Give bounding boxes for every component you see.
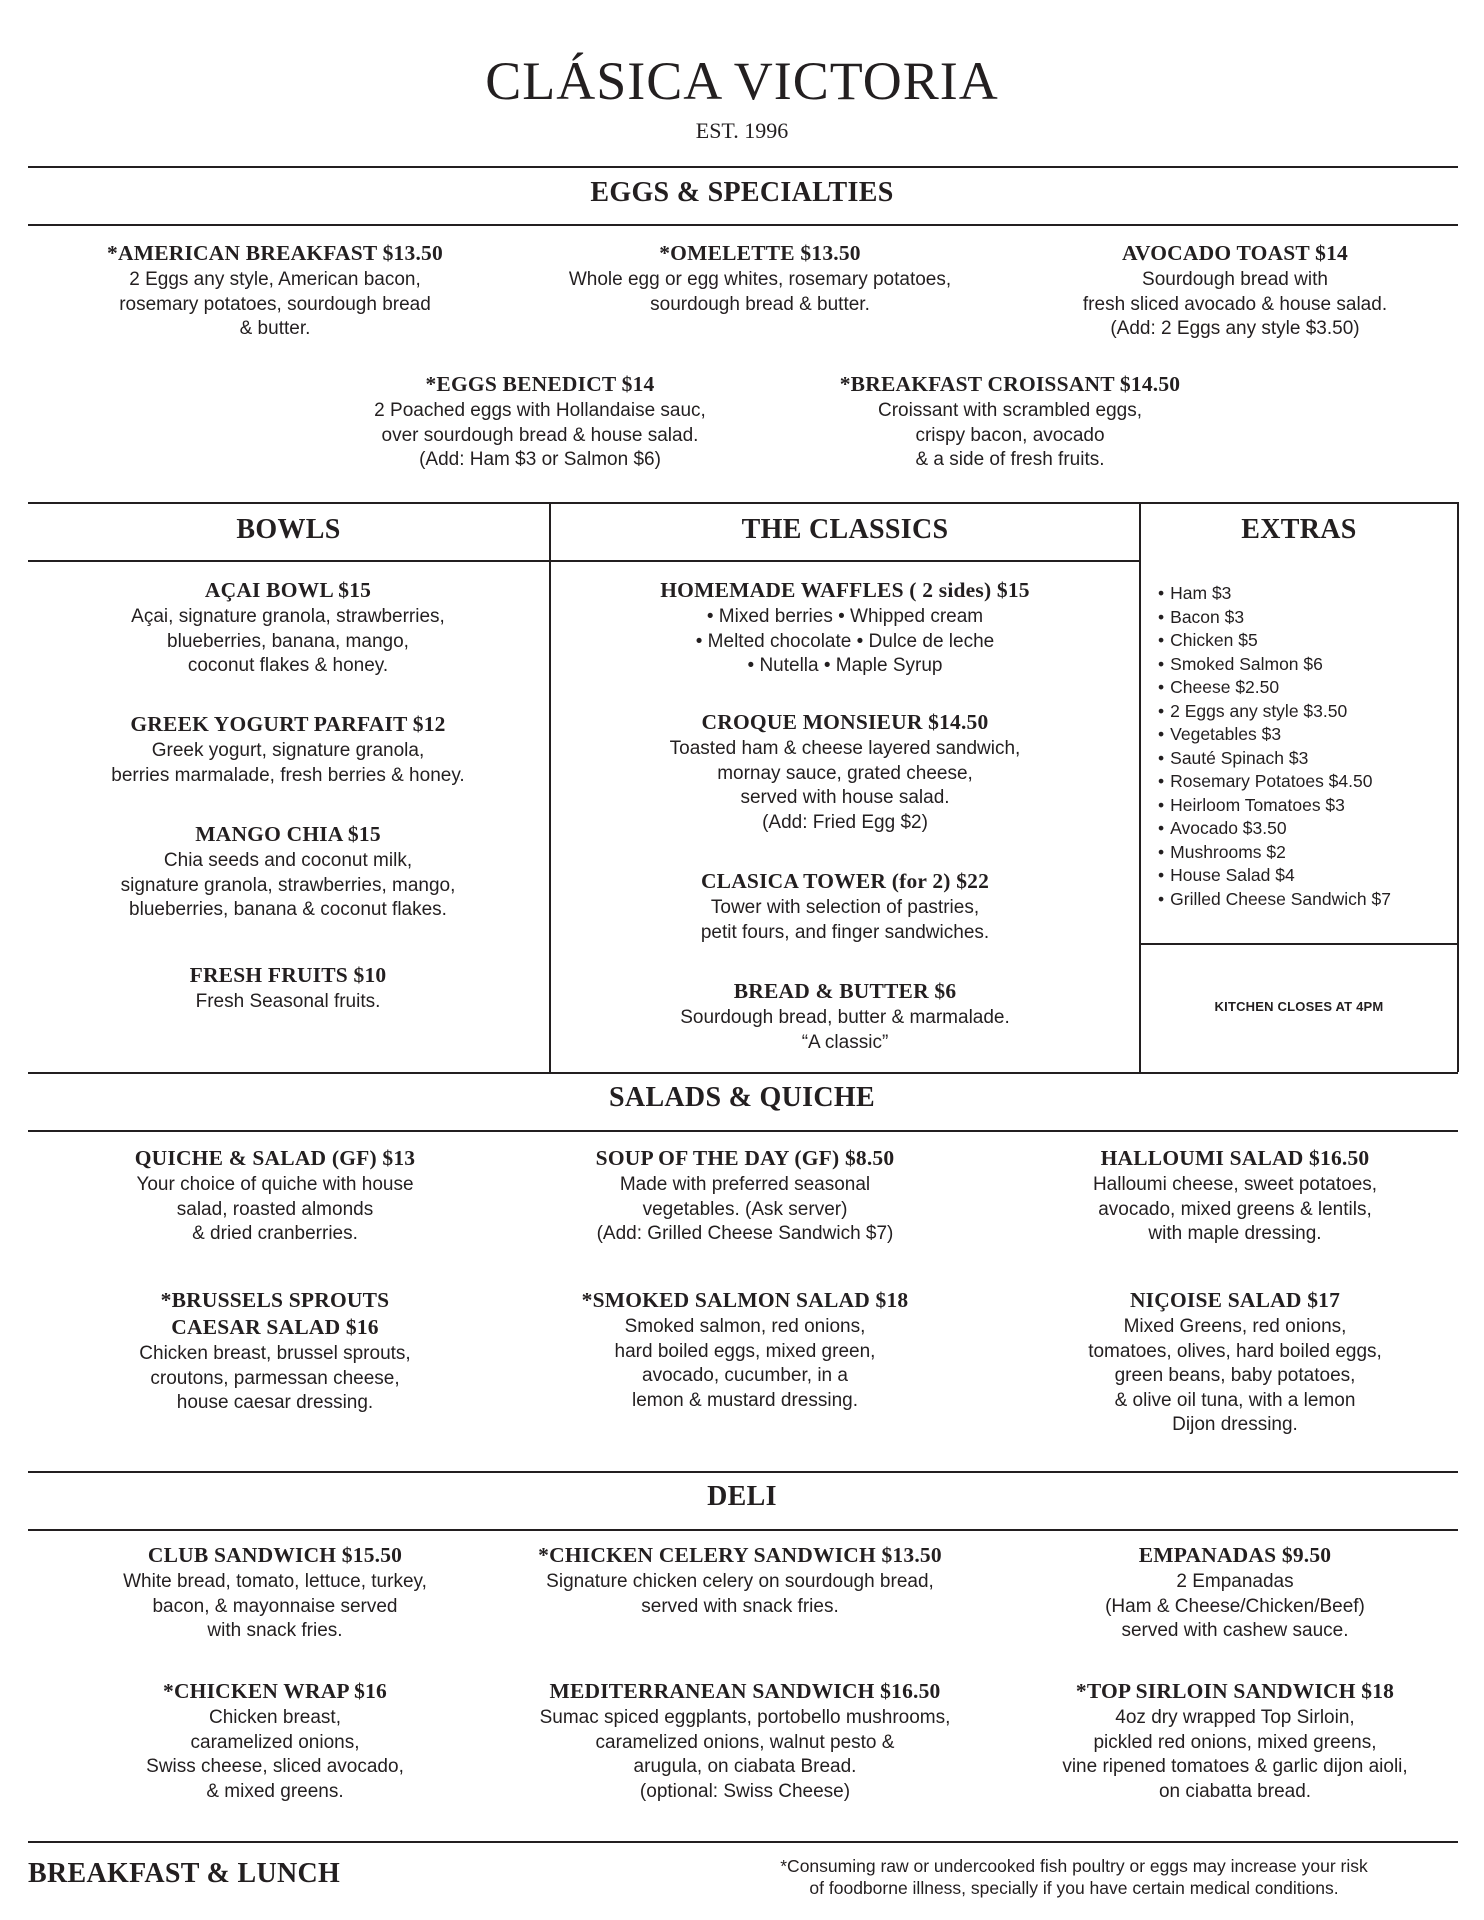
menu-item	[520, 1145, 970, 1247]
menu-item-description: Greek yogurt, signature granola, berries marmalade, fresh berries & honey.	[111, 740, 465, 786]
divider	[28, 1529, 1458, 1531]
menu-item-title: HALLOUMI SALAD $16.50	[1100, 1146, 1370, 1170]
extras-item: • Smoked Salmon $6	[1158, 653, 1391, 677]
column-divider	[1139, 502, 1141, 1072]
section-title-deli: DELI	[707, 1481, 777, 1512]
menu-item-title: *BREAKFAST CROISSANT $14.50	[839, 372, 1181, 396]
menu-item-description: Whole egg or egg whites, rosemary potatoes, sourdough bread & butter.	[568, 269, 952, 315]
extras-item: • Chicken $5	[1158, 629, 1391, 653]
menu-item-title: HOMEMADE WAFFLES ( 2 sides) $15	[660, 578, 1030, 602]
menu-item-title: *TOP SIRLOIN SANDWICH $18	[1075, 1679, 1395, 1703]
menu-item-description: Açai, signature granola, strawberries, blueberries, banana, mango, coconut flakes & honey.	[131, 606, 445, 676]
menu-item	[560, 978, 1130, 1055]
menu-item-description: Chicken breast, caramelized onions, Swiss cheese, sliced avocado, & mixed greens.	[146, 1707, 404, 1802]
menu-item	[560, 868, 1130, 945]
menu-item	[60, 1145, 490, 1247]
column-divider	[549, 502, 551, 1072]
section-title-salads: SALADS & QUICHE	[609, 1082, 875, 1113]
menu-item-title: QUICHE & SALAD (GF) $13	[134, 1146, 416, 1170]
extras-list	[1158, 582, 1391, 911]
menu-item-title: CLUB SANDWICH $15.50	[147, 1543, 403, 1567]
menu-item-title: GREEK YOGURT PARFAIT $12	[130, 712, 446, 736]
menu-item	[38, 821, 538, 923]
menu-item	[38, 711, 538, 788]
menu-item-description: Signature chicken celery on sourdough bread, served with snack fries.	[546, 1571, 934, 1617]
menu-item-description: Sourdough bread with fresh sliced avocado & house salad. (Add: 2 Eggs any style $3.50)	[1082, 269, 1388, 339]
menu-item	[1030, 240, 1440, 342]
menu-item-description: Chicken breast, brussel sprouts, croutons, parmessan cheese, house caesar dressing.	[139, 1343, 411, 1413]
extras-item: • Ham $3	[1158, 582, 1391, 606]
divider	[28, 166, 1458, 168]
divider	[28, 502, 1458, 504]
menu-item-title: MEDITERRANEAN SANDWICH $16.50	[549, 1679, 941, 1703]
menu-item-description: Tower with selection of pastries, petit fours, and finger sandwiches.	[700, 897, 990, 943]
divider	[28, 1072, 1458, 1074]
menu-item	[790, 371, 1230, 473]
divider	[28, 1471, 1458, 1473]
menu-label: BREAKFAST & LUNCH	[28, 1858, 341, 1889]
menu-item-title: CLASICA TOWER (for 2) $22	[700, 869, 990, 893]
menu-item	[60, 1542, 490, 1644]
menu-item-description: Made with preferred seasonal vegetables. (Ask server) (Add: Grilled Cheese Sandwich $7)	[596, 1174, 894, 1244]
menu-item	[520, 1287, 970, 1413]
extras-item: • Vegetables $3	[1158, 723, 1391, 747]
menu-item	[60, 240, 490, 342]
menu-item-description: Fresh Seasonal fruits.	[195, 991, 381, 1012]
menu-item	[1010, 1542, 1460, 1644]
menu-item-title: AÇAI BOWL $15	[204, 578, 372, 602]
menu-item-title: *BRUSSELS SPROUTS CAESAR SALAD $16	[160, 1288, 390, 1339]
divider	[549, 560, 1140, 562]
divider	[1139, 943, 1458, 945]
health-disclaimer: *Consuming raw or undercooked fish poultry or eggs may increase your risk of foodborne illness, specially if you have certain medical conditions.	[780, 1856, 1368, 1898]
menu-item	[1020, 1145, 1450, 1247]
divider	[28, 224, 1458, 226]
extras-item: • Heirloom Tomatoes $3	[1158, 794, 1391, 818]
extras-item: • 2 Eggs any style $3.50	[1158, 700, 1391, 724]
menu-item-title: NIÇOISE SALAD $17	[1129, 1288, 1341, 1312]
section-title-eggs: EGGS & SPECIALTIES	[590, 177, 894, 208]
menu-item-description: 2 Eggs any style, American bacon, rosemary potatoes, sourdough bread & butter.	[119, 269, 431, 339]
menu-item-description: • Mixed berries • Whipped cream • Melted chocolate • Dulce de leche • Nutella • Maple Syrup	[695, 606, 995, 676]
menu-item	[38, 577, 538, 679]
established-year: EST. 1996	[695, 118, 789, 143]
kitchen-hours-note: KITCHEN CLOSES AT 4PM	[1214, 999, 1384, 1014]
menu-item-description: Mixed Greens, red onions, tomatoes, olives, hard boiled eggs, green beans, baby potatoes, & olive oil tuna, with a lemon Dijon dressing.	[1088, 1316, 1382, 1435]
menu-item-description: 2 Empanadas (Ham & Cheese/Chicken/Beef) served with cashew sauce.	[1105, 1571, 1365, 1641]
menu-item	[60, 1287, 490, 1416]
section-title-bowls: BOWLS	[236, 514, 341, 545]
menu-item-description: 2 Poached eggs with Hollandaise sauc, over sourdough bread & house salad. (Add: Ham $3 or Salmon $6)	[374, 400, 706, 470]
menu-item-title: *CHICKEN WRAP $16	[163, 1679, 387, 1703]
menu-item	[38, 962, 538, 1015]
menu-item-description: White bread, tomato, lettuce, turkey, bacon, & mayonnaise served with snack fries.	[123, 1571, 427, 1641]
menu-item-description: Sourdough bread, butter & marmalade. “A classic”	[680, 1007, 1010, 1053]
menu-item-description: Smoked salmon, red onions, hard boiled eggs, mixed green, avocado, cucumber, in a lemon & mustard dressing.	[614, 1316, 876, 1411]
extras-item: • Cheese $2.50	[1158, 676, 1391, 700]
menu-item	[485, 1678, 1005, 1804]
extras-item: • Sauté Spinach $3	[1158, 747, 1391, 771]
menu-item	[60, 1678, 490, 1804]
extras-item: • Bacon $3	[1158, 606, 1391, 630]
restaurant-name: CLÁSICA VICTORIA	[485, 51, 999, 111]
extras-item: • Mushrooms $2	[1158, 841, 1391, 865]
menu-item-description: Sumac spiced eggplants, portobello mushrooms, caramelized onions, walnut pesto & arugula, on ciabata Bread. (optional: Swiss Cheese)	[539, 1707, 951, 1802]
menu-item-description: Halloumi cheese, sweet potatoes, avocado, mixed greens & lentils, with maple dressing.	[1092, 1174, 1378, 1244]
menu-item	[320, 371, 760, 473]
divider	[28, 1130, 1458, 1132]
menu-item-title: BREAD & BUTTER $6	[733, 979, 957, 1003]
menu-item-title: *OMELETTE $13.50	[659, 241, 861, 265]
menu-item-description: Croissant with scrambled eggs, crispy bacon, avocado & a side of fresh fruits.	[878, 400, 1142, 470]
menu-item-title: *SMOKED SALMON SALAD $18	[581, 1288, 909, 1312]
menu-item-title: *EGGS BENEDICT $14	[425, 372, 655, 396]
extras-item: • Rosemary Potatoes $4.50	[1158, 770, 1391, 794]
menu-item-title: EMPANADAS $9.50	[1138, 1543, 1332, 1567]
extras-item: • Avocado $3.50	[1158, 817, 1391, 841]
menu-item	[1010, 1678, 1460, 1804]
divider	[28, 560, 550, 562]
menu-item	[560, 709, 1130, 835]
menu-item-description: Chia seeds and coconut milk, signature granola, strawberries, mango, blueberries, banana & coconut flakes.	[120, 850, 456, 920]
menu-item-title: *AMERICAN BREAKFAST $13.50	[107, 241, 443, 265]
menu-item	[560, 577, 1130, 679]
menu-item-description: Your choice of quiche with house salad, roasted almonds & dried cranberries.	[136, 1174, 414, 1244]
menu-item-title: AVOCADO TOAST $14	[1121, 241, 1348, 265]
menu-item	[490, 1542, 990, 1619]
section-title-extras: EXTRAS	[1241, 514, 1357, 545]
divider	[28, 1841, 1458, 1843]
menu-item-title: CROQUE MONSIEUR $14.50	[701, 710, 989, 734]
extras-item: • Grilled Cheese Sandwich $7	[1158, 888, 1391, 912]
section-title-classics: THE CLASSICS	[741, 514, 949, 545]
menu-item-title: SOUP OF THE DAY (GF) $8.50	[595, 1146, 895, 1170]
menu-item-title: MANGO CHIA $15	[195, 822, 381, 846]
menu-item-title: *CHICKEN CELERY SANDWICH $13.50	[538, 1543, 942, 1567]
menu-item	[1020, 1287, 1450, 1438]
menu-item-description: Toasted ham & cheese layered sandwich, mornay sauce, grated cheese, served with house salad. (Add: Fried Egg $2)	[669, 738, 1021, 833]
menu-item	[510, 240, 1010, 317]
menu-item-description: 4oz dry wrapped Top Sirloin, pickled red onions, mixed greens, vine ripened tomatoes & garlic dijon aioli, on ciabatta bread.	[1062, 1707, 1408, 1802]
column-divider	[1457, 502, 1459, 1072]
extras-item: • House Salad $4	[1158, 864, 1391, 888]
menu-item-title: FRESH FRUITS $10	[189, 963, 387, 987]
